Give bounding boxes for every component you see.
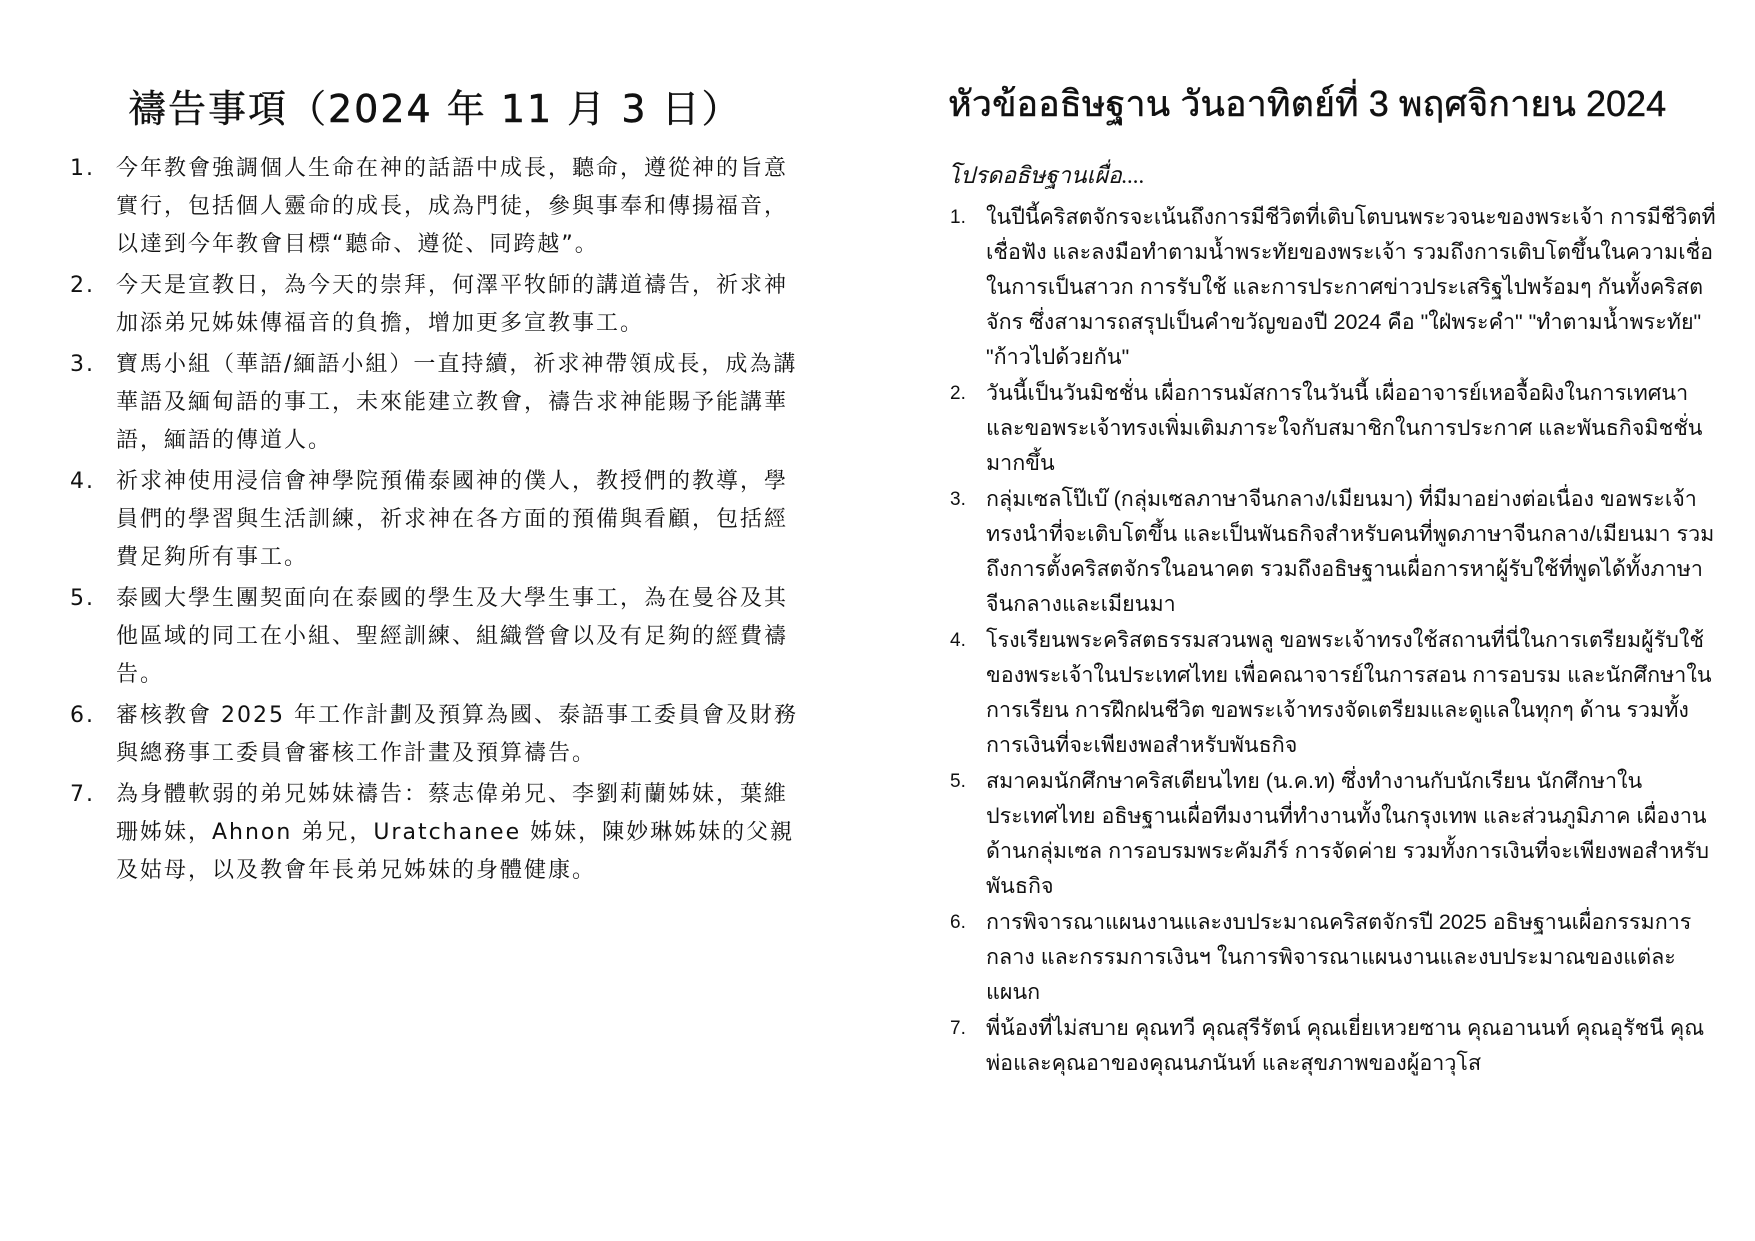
item-text: พี่น้องที่ไม่สบาย คุณทวี คุณสุรีรัตน์ คุณเยี่ยเหวยซาน คุณอานนท์ คุณอุรัชนี คุณพ่อและคุณอาของคุณนภนันท์ และสุขภาพของผู้อาวุโส: [986, 1016, 1705, 1075]
list-item: [70, 267, 810, 343]
item-text: กลุ่มเซลโป๊เบ๊ (กลุ่มเซลภาษาจีนกลาง/เมียนมา) ที่มีมาอย่างต่อเนื่อง ขอพระเจ้าทรงนำที่จะเติบโตขึ้น และเป็นพันธกิจสำหรับคนที่พูดภาษาจีนกลาง/เมียนมา รวมถึงการตั้งคริสตจักรในอนาคต รวมถึงอธิษฐานเผื่อการหาผู้รับใช้ที่พูดได้ทั้งภาษาจีนกลางและเมียนมา: [986, 487, 1715, 616]
item-text: 今年教會強調個人生命在神的話語中成長，聽命，遵從神的旨意實行，包括個人靈命的成長，成為門徒，參與事奉和傳揚福音，以達到今年教會目標“聽命、遵從、同跨越”。: [116, 156, 789, 257]
item-text: การพิจารณาแผนงานและงบประมาณคริสตจักรปี 2025 อธิษฐานเผื่อกรรมการกลาง และกรรมการเงินฯ ในการพิจารณาแผนงานและงบประมาณของแต่ละแผนก: [986, 910, 1692, 1004]
list-item: [70, 776, 810, 890]
item-number: 7.: [950, 1018, 966, 1039]
item-text: สมาคมนักศึกษาคริสเตียนไทย (น.ค.ท) ซึ่งทำงานกับนักเรียน นักศึกษาในประเทศไทย อธิษฐานเผื่อทีมงานที่ทำงานทั้งในกรุงเทพ และส่วนภูมิภาค เผื่องานด้านกลุ่มเซล การอบรมพระคัมภีร์ การจัดค่าย รวมทั้งการเงินที่จะเพียงพอสำหรับพันธกิจ: [986, 769, 1710, 898]
item-number: 1.: [950, 207, 966, 228]
item-number: 4.: [950, 630, 966, 651]
list-item: [948, 905, 1718, 1010]
list-item: [70, 346, 810, 460]
item-number: 7.: [70, 782, 95, 807]
item-number: 5.: [70, 586, 95, 611]
item-number: 3.: [70, 352, 95, 377]
item-number: 2.: [70, 273, 95, 298]
list-item: [948, 482, 1718, 622]
item-text: ในปีนี้คริสตจักรจะเน้นถึงการมีชีวิตที่เติบโตบนพระวจนะของพระเจ้า การมีชีวิตที่เชื่อฟัง และลงมือทำตามน้ำพระทัยของพระเจ้า รวมถึงการเติบโตขึ้นในความเชื่อ ในการเป็นสาวก การรับใช้ และการประกาศข่าวประเสริฐไปพร้อมๆ กันทั้งคริสตจักร ซึ่งสามารถสรุปเป็นคำขวัญของปี 2024 คือ "ใฝ่พระคำ" "ทำตามน้ำพระทัย" "ก้าวไปด้วยกัน": [986, 205, 1716, 369]
item-number: 1.: [70, 156, 95, 181]
page-title-thai: หัวข้ออธิษฐาน วันอาทิตย์ที่ 3 พฤศจิกายน 2024: [948, 83, 1667, 124]
intro-text: โปรดอธิษฐานเผื่อ....: [948, 163, 1145, 188]
item-text: วันนี้เป็นวันมิชชั่น เผื่อการนมัสการในวันนี้ เผื่ออาจารย์เหอจื้อผิงในการเทศนา และขอพระเจ้าทรงเพิ่มเติมภาระใจกับสมาชิกในการประกาศ และพันธกิจมิชชั่นมากขึ้น: [986, 381, 1703, 475]
item-text: 審核教會 2025 年工作計劃及預算為國、泰語事工委員會及財務與總務事工委員會審核工作計畫及預算禱告。: [116, 703, 798, 766]
item-number: 4.: [70, 469, 95, 494]
item-number: 6.: [950, 912, 966, 933]
page-title-chinese: 禱告事項（2024 年 11 月 3 日）: [128, 87, 742, 131]
list-item: [70, 697, 810, 773]
list-item: [70, 463, 810, 577]
prayer-list-chinese: [70, 150, 810, 893]
item-text: โรงเรียนพระคริสตธรรมสวนพลู ขอพระเจ้าทรงใช้สถานที่นี่ในการเตรียมผู้รับใช้ของพระเจ้าในประเทศไทย เพื่อคณาจารย์ในการสอน การอบรม และนักศึกษาในการเรียน การฝึกฝนชีวิต ขอพระเจ้าทรงจัดเตรียมและดูแลในทุกๆ ด้าน รวมทั้งการเงินที่จะเพียงพอสำหรับพันธกิจ: [986, 628, 1712, 757]
chinese-column: [70, 0, 810, 1241]
list-item: [948, 623, 1718, 763]
item-text: 今天是宣教日，為今天的崇拜，何澤平牧師的講道禱告，祈求神加添弟兄姊妹傳福音的負擔，增加更多宣教事工。: [116, 273, 789, 336]
list-item: [948, 764, 1718, 904]
item-text: 泰國大學生團契面向在泰國的學生及大學生事工，為在曼谷及其他區域的同工在小組、聖經訓練、組織營會以及有足夠的經費禱告。: [116, 586, 789, 687]
list-item: [948, 200, 1718, 375]
thai-column: [948, 0, 1718, 1241]
list-item: [70, 580, 810, 694]
list-item: [948, 376, 1718, 481]
item-text: 祈求神使用浸信會神學院預備泰國神的僕人，教授們的教導，學員們的學習與生活訓練，祈求神在各方面的預備與看顧，包括經費足夠所有事工。: [116, 469, 789, 570]
prayer-list-thai: [948, 200, 1718, 1082]
list-item: [70, 150, 810, 264]
item-text: 為身體軟弱的弟兄姊妹禱告：蔡志偉弟兄、李劉莉蘭姊妹，葉維珊姊妹，Ahnon 弟兄，Uratchanee 姊妹，陳妙琳姊妹的父親及姑母，以及教會年長弟兄姊妹的身體健康。: [116, 782, 795, 883]
item-text: 寶馬小組（華語/緬語小組）一直持續，祈求神帶領成長，成為講華語及緬甸語的事工，未來能建立教會，禱告求神能賜予能講華語，緬語的傳道人。: [116, 352, 798, 453]
item-number: 6.: [70, 703, 95, 728]
item-number: 5.: [950, 771, 966, 792]
item-number: 3.: [950, 489, 966, 510]
list-item: [948, 1011, 1718, 1081]
item-number: 2.: [950, 383, 966, 404]
